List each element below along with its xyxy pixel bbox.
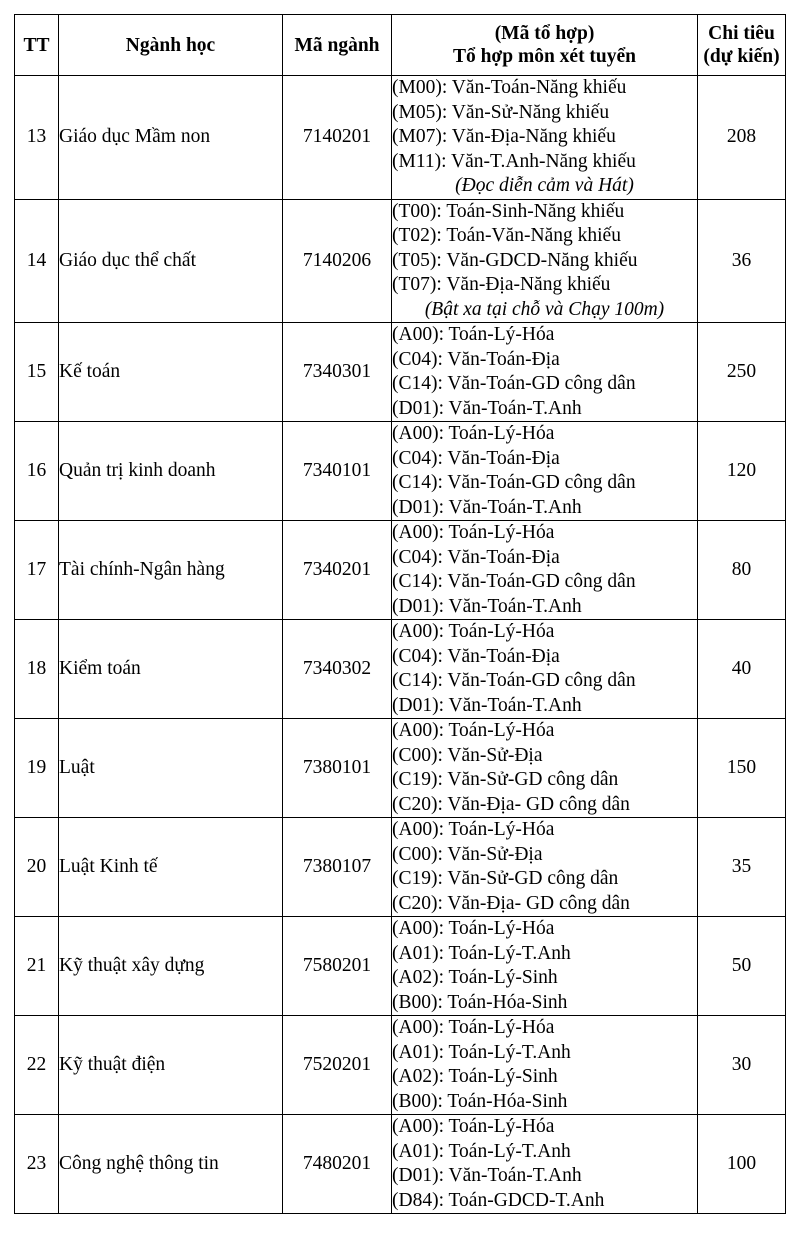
row-quota: 250 xyxy=(698,323,786,422)
row-combinations xyxy=(392,818,698,917)
combination-item: (D01): Văn-Toán-T.Anh xyxy=(392,1165,582,1186)
row-tt: 23 xyxy=(15,1115,59,1214)
header-tt: TT xyxy=(15,15,59,76)
row-tt: 14 xyxy=(15,199,59,323)
admissions-table xyxy=(14,14,786,1214)
combination-item: (C14): Văn-Toán-GD công dân xyxy=(392,571,636,592)
combination-item: (D01): Văn-Toán-T.Anh xyxy=(392,595,582,617)
combination-item: (C20): Văn-Địa- GD công dân xyxy=(392,793,630,815)
combination-item: (M05): Văn-Sử-Năng khiếu xyxy=(392,101,610,123)
combination-item: (C04): Văn-Toán-Địa xyxy=(392,348,560,370)
row-tt: 19 xyxy=(15,719,59,818)
row-major-code: 7340302 xyxy=(283,620,392,719)
combination-item: (A00): Toán-Lý-Hóa xyxy=(392,918,555,939)
row-major-code: 7340301 xyxy=(283,323,392,422)
combination-item: (A00): Toán-Lý-Hóa xyxy=(392,423,555,444)
row-quota: 208 xyxy=(698,76,786,200)
combination-item: (C19): Văn-Sử-GD công dân xyxy=(392,769,619,790)
combination-item: (C04): Văn-Toán-Địa xyxy=(392,546,560,568)
row-major-code: 7340101 xyxy=(283,422,392,521)
table-row xyxy=(15,1016,786,1115)
header-combo xyxy=(392,15,698,76)
row-major-name: Giáo dục thể chất xyxy=(59,199,283,323)
row-major-name: Kế toán xyxy=(59,323,283,422)
combination-item: (C00): Văn-Sử-Địa xyxy=(392,744,543,766)
row-combinations xyxy=(392,1115,698,1214)
row-major-name: Kỹ thuật xây dựng xyxy=(59,917,283,1016)
combination-item: (A00): Toán-Lý-Hóa xyxy=(392,522,555,543)
row-major-name: Giáo dục Mầm non xyxy=(59,76,283,200)
header-combo-line2: Tổ hợp môn xét tuyển xyxy=(452,46,637,67)
table-row xyxy=(15,76,786,200)
header-name: Ngành học xyxy=(59,15,283,76)
table-row xyxy=(15,323,786,422)
row-combinations xyxy=(392,521,698,620)
row-major-name: Tài chính-Ngân hàng xyxy=(59,521,283,620)
table-row xyxy=(15,199,786,323)
header-row xyxy=(15,15,786,76)
header-quota-line2: (dự kiến) xyxy=(703,46,780,67)
combination-item: (M11): Văn-T.Anh-Năng khiếu xyxy=(392,150,636,172)
row-tt: 20 xyxy=(15,818,59,917)
table-row xyxy=(15,719,786,818)
combination-item: (A00): Toán-Lý-Hóa xyxy=(392,621,555,642)
row-major-name: Luật xyxy=(59,719,283,818)
row-quota: 100 xyxy=(698,1115,786,1214)
aptitude-note: (Bật xa tại chỗ và Chạy 100m) xyxy=(424,298,665,320)
row-tt: 18 xyxy=(15,620,59,719)
row-quota: 35 xyxy=(698,818,786,917)
row-combinations xyxy=(392,199,698,323)
combination-item: (D84): Toán-GDCD-T.Anh xyxy=(392,1189,605,1211)
combination-item: (A01): Toán-Lý-T.Anh xyxy=(392,942,571,964)
combination-item: (A00): Toán-Lý-Hóa xyxy=(392,1017,555,1038)
combination-item: (M07): Văn-Địa-Năng khiếu xyxy=(392,126,616,147)
table-row xyxy=(15,422,786,521)
combination-item: (T02): Toán-Văn-Năng khiếu xyxy=(392,225,621,246)
row-combinations xyxy=(392,917,698,1016)
row-major-code: 7380107 xyxy=(283,818,392,917)
row-tt: 15 xyxy=(15,323,59,422)
table-row xyxy=(15,521,786,620)
combination-item: (C14): Văn-Toán-GD công dân xyxy=(392,373,636,394)
combination-item: (D01): Văn-Toán-T.Anh xyxy=(392,397,582,419)
row-combinations xyxy=(392,1016,698,1115)
combination-item: (M00): Văn-Toán-Năng khiếu xyxy=(392,77,627,98)
row-major-name: Kiểm toán xyxy=(59,620,283,719)
combination-item: (A00): Toán-Lý-Hóa xyxy=(392,819,555,840)
row-major-code: 7480201 xyxy=(283,1115,392,1214)
combination-item: (A00): Toán-Lý-Hóa xyxy=(392,1116,555,1137)
row-combinations xyxy=(392,323,698,422)
combination-item: (A00): Toán-Lý-Hóa xyxy=(392,324,555,345)
aptitude-note: (Đọc diễn cảm và Hát) xyxy=(455,175,634,196)
header-code: Mã ngành xyxy=(283,15,392,76)
table-row xyxy=(15,917,786,1016)
combination-item: (B00): Toán-Hóa-Sinh xyxy=(392,1090,568,1112)
row-quota: 40 xyxy=(698,620,786,719)
combination-item: (A01): Toán-Lý-T.Anh xyxy=(392,1140,571,1162)
combination-item: (A02): Toán-Lý-Sinh xyxy=(392,967,558,988)
row-tt: 17 xyxy=(15,521,59,620)
row-major-code: 7380101 xyxy=(283,719,392,818)
row-combinations xyxy=(392,76,698,200)
row-quota: 150 xyxy=(698,719,786,818)
combination-item: (T05): Văn-GDCD-Năng khiếu xyxy=(392,249,638,271)
row-combinations xyxy=(392,719,698,818)
table-row xyxy=(15,620,786,719)
combination-item: (T07): Văn-Địa-Năng khiếu xyxy=(392,274,611,295)
header-combo-line1: (Mã tổ hợp) xyxy=(494,23,595,44)
row-quota: 36 xyxy=(698,199,786,323)
combination-item: (D01): Văn-Toán-T.Anh xyxy=(392,694,582,716)
table-row xyxy=(15,1115,786,1214)
row-tt: 21 xyxy=(15,917,59,1016)
row-major-code: 7580201 xyxy=(283,917,392,1016)
row-major-name: Kỹ thuật điện xyxy=(59,1016,283,1115)
combination-item: (A00): Toán-Lý-Hóa xyxy=(392,720,555,741)
combination-item: (C20): Văn-Địa- GD công dân xyxy=(392,892,630,914)
row-major-code: 7520201 xyxy=(283,1016,392,1115)
row-combinations xyxy=(392,422,698,521)
row-tt: 16 xyxy=(15,422,59,521)
combination-item: (B00): Toán-Hóa-Sinh xyxy=(392,991,568,1013)
header-quota xyxy=(698,15,786,76)
row-quota: 30 xyxy=(698,1016,786,1115)
combination-item: (D01): Văn-Toán-T.Anh xyxy=(392,496,582,518)
combination-item: (C04): Văn-Toán-Địa xyxy=(392,645,560,667)
row-tt: 22 xyxy=(15,1016,59,1115)
row-tt: 13 xyxy=(15,76,59,200)
row-major-name: Quản trị kinh doanh xyxy=(59,422,283,521)
table-body xyxy=(15,76,786,1214)
combination-item: (C04): Văn-Toán-Địa xyxy=(392,447,560,469)
row-quota: 120 xyxy=(698,422,786,521)
row-quota: 50 xyxy=(698,917,786,1016)
header-quota-line1: Chi tiêu xyxy=(708,23,775,44)
row-major-name: Luật Kinh tế xyxy=(59,818,283,917)
combination-item: (C14): Văn-Toán-GD công dân xyxy=(392,472,636,493)
row-major-code: 7140206 xyxy=(283,199,392,323)
combination-item: (C14): Văn-Toán-GD công dân xyxy=(392,670,636,691)
combination-item: (C00): Văn-Sử-Địa xyxy=(392,843,543,865)
row-quota: 80 xyxy=(698,521,786,620)
combination-item: (A01): Toán-Lý-T.Anh xyxy=(392,1041,571,1063)
row-major-name: Công nghệ thông tin xyxy=(59,1115,283,1214)
row-major-code: 7140201 xyxy=(283,76,392,200)
table-header xyxy=(15,15,786,76)
row-major-code: 7340201 xyxy=(283,521,392,620)
row-combinations xyxy=(392,620,698,719)
combination-item: (T00): Toán-Sinh-Năng khiếu xyxy=(392,200,625,222)
table-row xyxy=(15,818,786,917)
combination-item: (C19): Văn-Sử-GD công dân xyxy=(392,868,619,889)
combination-item: (A02): Toán-Lý-Sinh xyxy=(392,1066,558,1087)
